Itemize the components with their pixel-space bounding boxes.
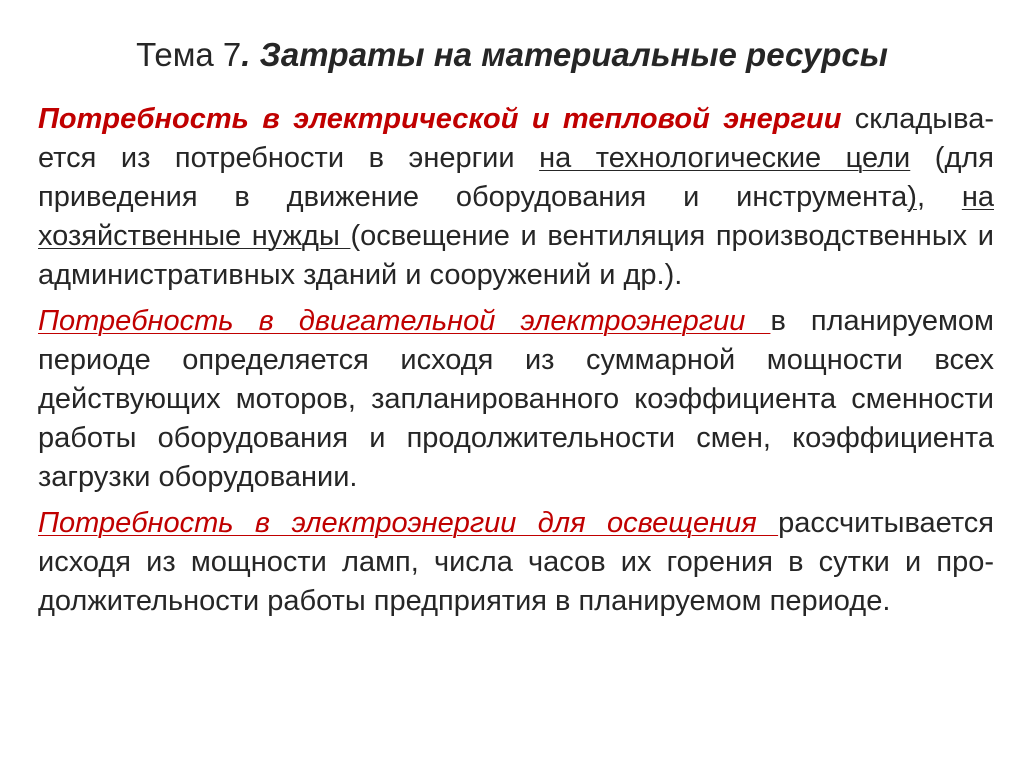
underlined-term: на хозяйственные нужды bbox=[38, 181, 994, 252]
slide-title bbox=[0, 36, 1024, 74]
paragraph-motor-electricity bbox=[38, 302, 994, 497]
title-prefix: Тема 7 bbox=[136, 36, 242, 73]
paragraph-text: (для приведения в движение оборудования и инструмента bbox=[38, 142, 995, 213]
title-main: . Затраты на материальные ресурсы bbox=[241, 36, 888, 73]
paragraph-text: рассчитывается исходя из мощности ламп, числа часов их горения в сутки и про-должительности работы предприятия в планируемом периоде. bbox=[38, 507, 994, 617]
paragraph-electric-thermal-energy bbox=[38, 100, 994, 295]
paragraph-text: , bbox=[916, 181, 962, 213]
underlined-term: на технологические цели bbox=[539, 142, 911, 174]
paragraph-lead-term: Потребность в двигательной электроэнергии bbox=[38, 305, 771, 337]
paragraph-text: в планируемом периоде определяется исходя из суммарной мощности всех действующих моторов, запланированного коэффициента сменности работы оборудования и продолжительности смен, коэффициента загрузки оборудовании. bbox=[38, 305, 994, 493]
paragraph-lead-term: Потребность в электрической и тепловой энергии bbox=[38, 103, 842, 135]
paragraph-text: складыва-ется из потребности в энергии bbox=[38, 103, 994, 174]
underlined-term: ) bbox=[907, 181, 917, 213]
paragraph-lighting-electricity bbox=[38, 504, 994, 621]
paragraph-text: (освещение и вентиляция производственных и административных зданий и сооружений и др.). bbox=[38, 220, 994, 291]
paragraph-lead-term: Потребность в электроэнергии для освещения bbox=[38, 507, 779, 539]
slide-content bbox=[38, 100, 994, 628]
